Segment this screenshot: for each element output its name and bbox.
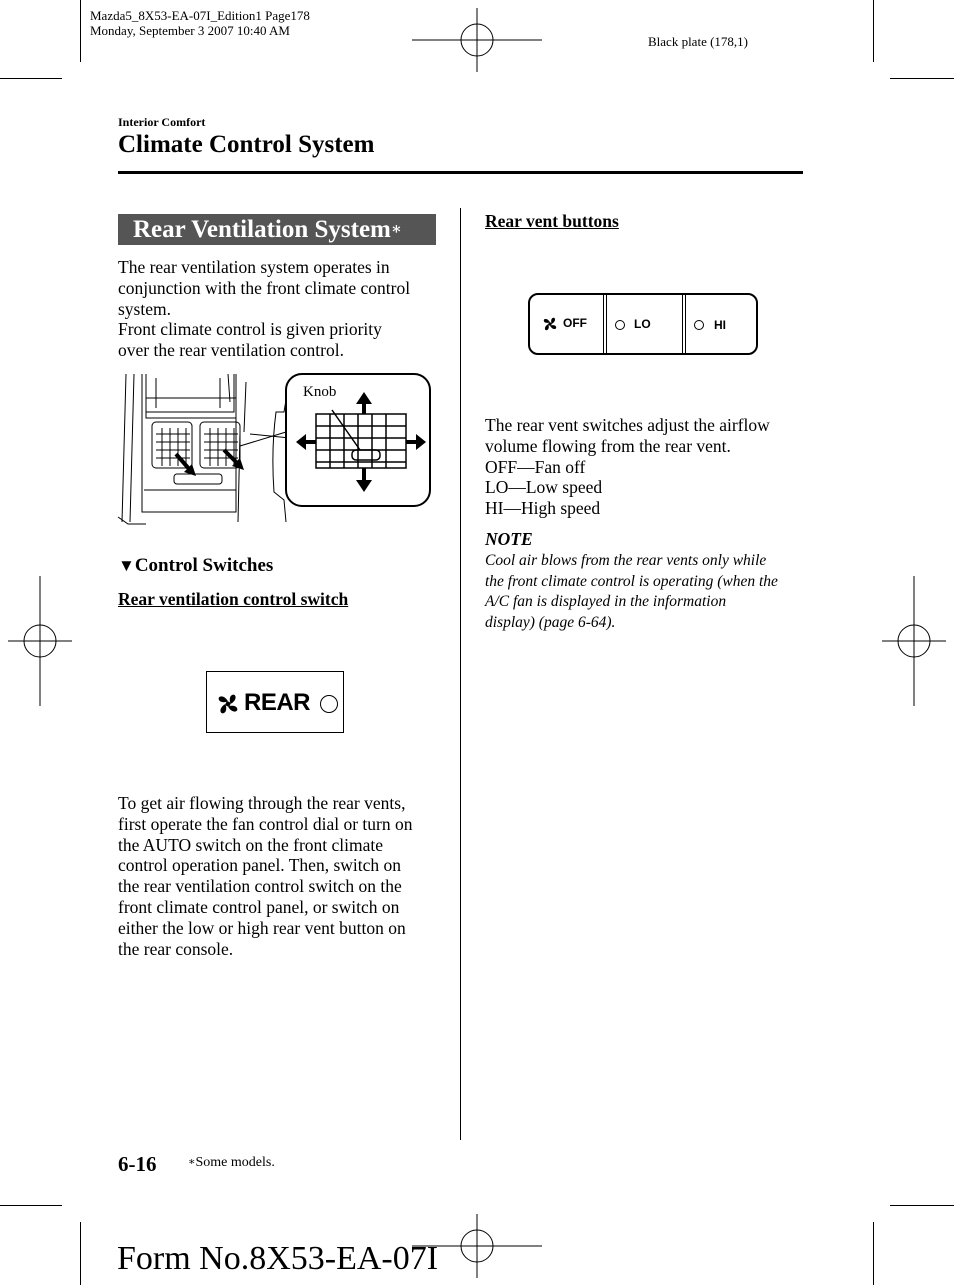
heading-text: Control Switches <box>134 555 274 576</box>
column-divider <box>460 208 461 1140</box>
note-title: NOTE <box>485 529 533 549</box>
file-info <box>90 8 310 38</box>
text-line: Front climate control is given priority <box>118 319 382 340</box>
registration-mark-icon <box>882 576 946 706</box>
chapter-rule <box>118 171 803 174</box>
operation-paragraph <box>118 793 448 959</box>
section-banner <box>118 214 436 245</box>
crop-mark <box>80 0 81 62</box>
rear-label: REAR <box>244 689 311 716</box>
indicator-icon <box>694 320 704 330</box>
rear-switch-figure <box>206 671 344 733</box>
switch-description <box>485 415 805 519</box>
crop-mark <box>0 1205 62 1206</box>
text-line: the front climate control is operating (when the <box>485 572 778 590</box>
text-line: conjunction with the front climate control <box>118 277 411 298</box>
text-line: display) (page 6-64). <box>485 614 616 632</box>
text-line: control operation panel. Then, switch on <box>118 855 402 876</box>
rear-switch-heading: Rear ventilation control switch <box>118 589 349 609</box>
date-line: Monday, September 3 2007 10:40 AM <box>90 23 290 38</box>
note-text <box>485 551 810 634</box>
plate-info: Black plate (178,1) <box>648 34 748 49</box>
lo-label: LO <box>634 317 651 331</box>
text-line: the rear ventilation control switch on the <box>118 876 402 897</box>
fan-icon <box>216 692 240 716</box>
crop-mark <box>873 0 874 62</box>
crop-mark <box>80 1222 81 1285</box>
indicator-icon <box>615 320 625 330</box>
triangle-marker-icon: ▼ <box>118 556 135 575</box>
banner-title: Rear Ventilation System <box>133 216 391 243</box>
text-line: HI—High speed <box>485 498 601 519</box>
text-line: system. <box>118 298 171 319</box>
text-line: A/C fan is displayed in the information <box>485 593 727 611</box>
chapter-title: Climate Control System <box>118 131 375 158</box>
banner-star: ∗ <box>390 221 402 238</box>
knob-label: Knob <box>303 384 337 400</box>
hi-button[interactable] <box>686 295 756 353</box>
off-button[interactable] <box>530 295 603 353</box>
lo-button[interactable] <box>607 295 682 353</box>
indicator-icon <box>320 695 338 713</box>
crop-mark <box>0 78 62 79</box>
text-line: front climate control panel, or switch on <box>118 896 400 917</box>
registration-mark-icon <box>412 8 542 72</box>
file-line: Mazda5_8X53-EA-07I_Edition1 Page178 <box>90 8 310 23</box>
text-line: either the low or high rear vent button on <box>118 917 406 938</box>
text-line: over the rear ventilation control. <box>118 340 344 361</box>
footnote-text: Some models. <box>195 1155 275 1170</box>
rear-console-illustration <box>116 372 434 528</box>
section-tag: Interior Comfort <box>118 115 206 129</box>
text-line: OFF—Fan off <box>485 456 586 477</box>
text-line: volume flowing from the rear vent. <box>485 435 731 456</box>
text-line: Cool air blows from the rear vents only while <box>485 552 767 569</box>
rear-vent-buttons-heading: Rear vent buttons <box>485 211 619 231</box>
rear-vent-buttons-panel <box>528 293 758 355</box>
text-line: The rear ventilation system operates in <box>118 257 390 277</box>
footnote-star: ∗ <box>188 1156 196 1168</box>
text-line: The rear vent switches adjust the airflow <box>485 415 770 435</box>
text-line: To get air flowing through the rear vents, <box>118 793 406 813</box>
intro-paragraph <box>118 257 448 361</box>
registration-mark-icon <box>8 576 72 706</box>
off-label: OFF <box>563 316 587 330</box>
footnote <box>188 1155 275 1171</box>
crop-mark <box>890 1205 954 1206</box>
crop-mark <box>873 1222 874 1285</box>
fan-icon <box>542 316 558 332</box>
page-number: 6-16 <box>118 1152 157 1176</box>
form-number: Form No.8X53-EA-07I <box>117 1240 439 1277</box>
text-line: the AUTO switch on the front climate <box>118 834 384 855</box>
text-line: the rear console. <box>118 938 234 959</box>
crop-mark <box>890 78 954 79</box>
control-switches-heading <box>118 555 273 577</box>
hi-label: HI <box>714 318 726 332</box>
text-line: LO—Low speed <box>485 477 603 498</box>
text-line: first operate the fan control dial or turn on <box>118 813 413 834</box>
